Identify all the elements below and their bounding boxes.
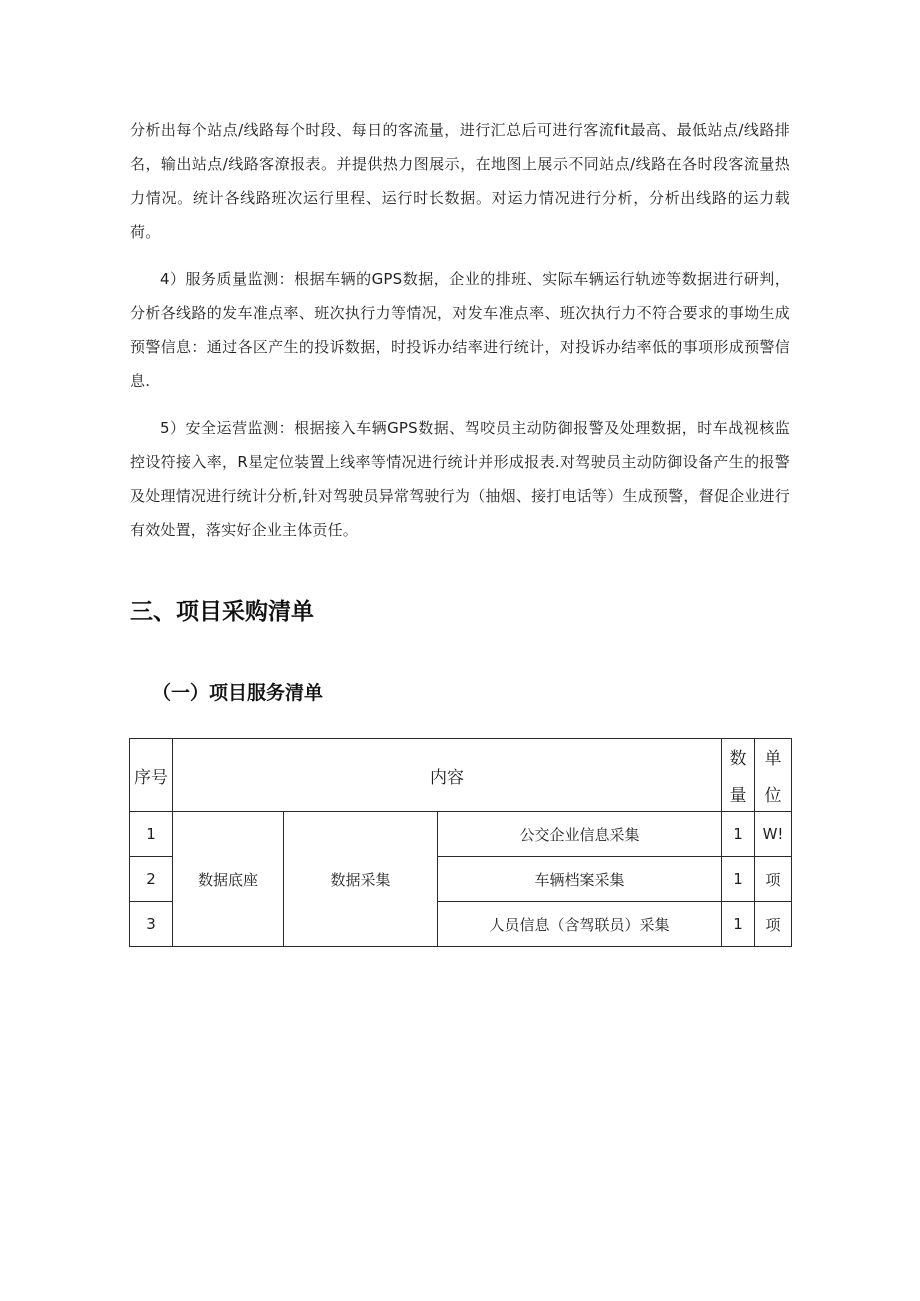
paragraph-text: 4）服务质量监测：根据车辆的GPS数据，企业的排班、实际车辆运行轨迹等数据进行研判，分析各线路的发车准点率、班次执行力等情况，对发车准点率、班次执行力不符合要求的事坳生成预警信息：通过各区产生的投诉数据，时投诉办结率进行统计，对投诉办结率低的事项形成预警信息. xyxy=(130,270,790,390)
paragraph-text: 分析出每个站点/线路每个时段、每日的客流量，进行汇总后可进行客流fit最高、最低站点/线路排名，输出站点/线路客潦报表。并提供热力图展示，在地图上展示不同站点/线路在各时段客流量热力情况。统计各线路班次运行里程、运行时长数据。对运力情况进行分析，分析出线路的运力载荷。 xyxy=(130,121,790,241)
header-seq-label: 序号 xyxy=(134,767,168,788)
cell-quantity: 1 xyxy=(722,812,755,857)
cell-item: 人员信息（含驾联员）采集 xyxy=(438,902,722,947)
header-seq xyxy=(130,739,173,812)
cell-seq: 3 xyxy=(130,902,173,947)
header-quantity-bottom: 量 xyxy=(729,786,747,806)
paragraph-passenger-flow xyxy=(130,113,790,249)
section-heading: 三、项目采购清单 xyxy=(130,599,314,625)
service-list-table xyxy=(129,738,792,947)
cell-category-level2: 数据采集 xyxy=(284,812,438,947)
cell-item: 车辆档案采集 xyxy=(438,857,722,902)
header-unit xyxy=(755,739,792,812)
paragraph-service-quality xyxy=(130,262,790,398)
cell-item: 公交企业信息采集 xyxy=(438,812,722,857)
cell-seq: 1 xyxy=(130,812,173,857)
subsection-heading: （一）项目服务清单 xyxy=(152,682,324,704)
paragraph-safety-operation xyxy=(130,411,790,547)
cell-seq: 2 xyxy=(130,857,173,902)
table-row xyxy=(130,812,792,857)
header-unit-bottom: 位 xyxy=(764,786,782,806)
paragraph-text: 5）安全运营监测：根据接入车辆GPS数据、驾咬员主动防御报警及处理数据，时车战视核监控设符接入率，R星定位装置上线率等情况进行统计并形成报表.对驾驶员主动防御设备产生的报警及处理情况进行统计分析,针对驾驶员异常驾驶行为（抽烟、接打电话等）生成预警，督促企业进行有效处置，落实好企业主体贡任。 xyxy=(130,419,790,539)
cell-quantity: 1 xyxy=(722,857,755,902)
cell-quantity: 1 xyxy=(722,902,755,947)
header-content xyxy=(173,739,722,812)
cell-unit: 项 xyxy=(755,902,792,947)
cell-unit: 项 xyxy=(755,857,792,902)
header-unit-top: 单 xyxy=(764,749,782,769)
cell-category-level1: 数据底座 xyxy=(173,812,284,947)
table-header-row xyxy=(130,739,792,812)
header-quantity-top: 数 xyxy=(729,749,747,769)
cell-unit: W! xyxy=(755,812,792,857)
header-quantity xyxy=(722,739,755,812)
header-content-label: 内容 xyxy=(430,767,465,788)
